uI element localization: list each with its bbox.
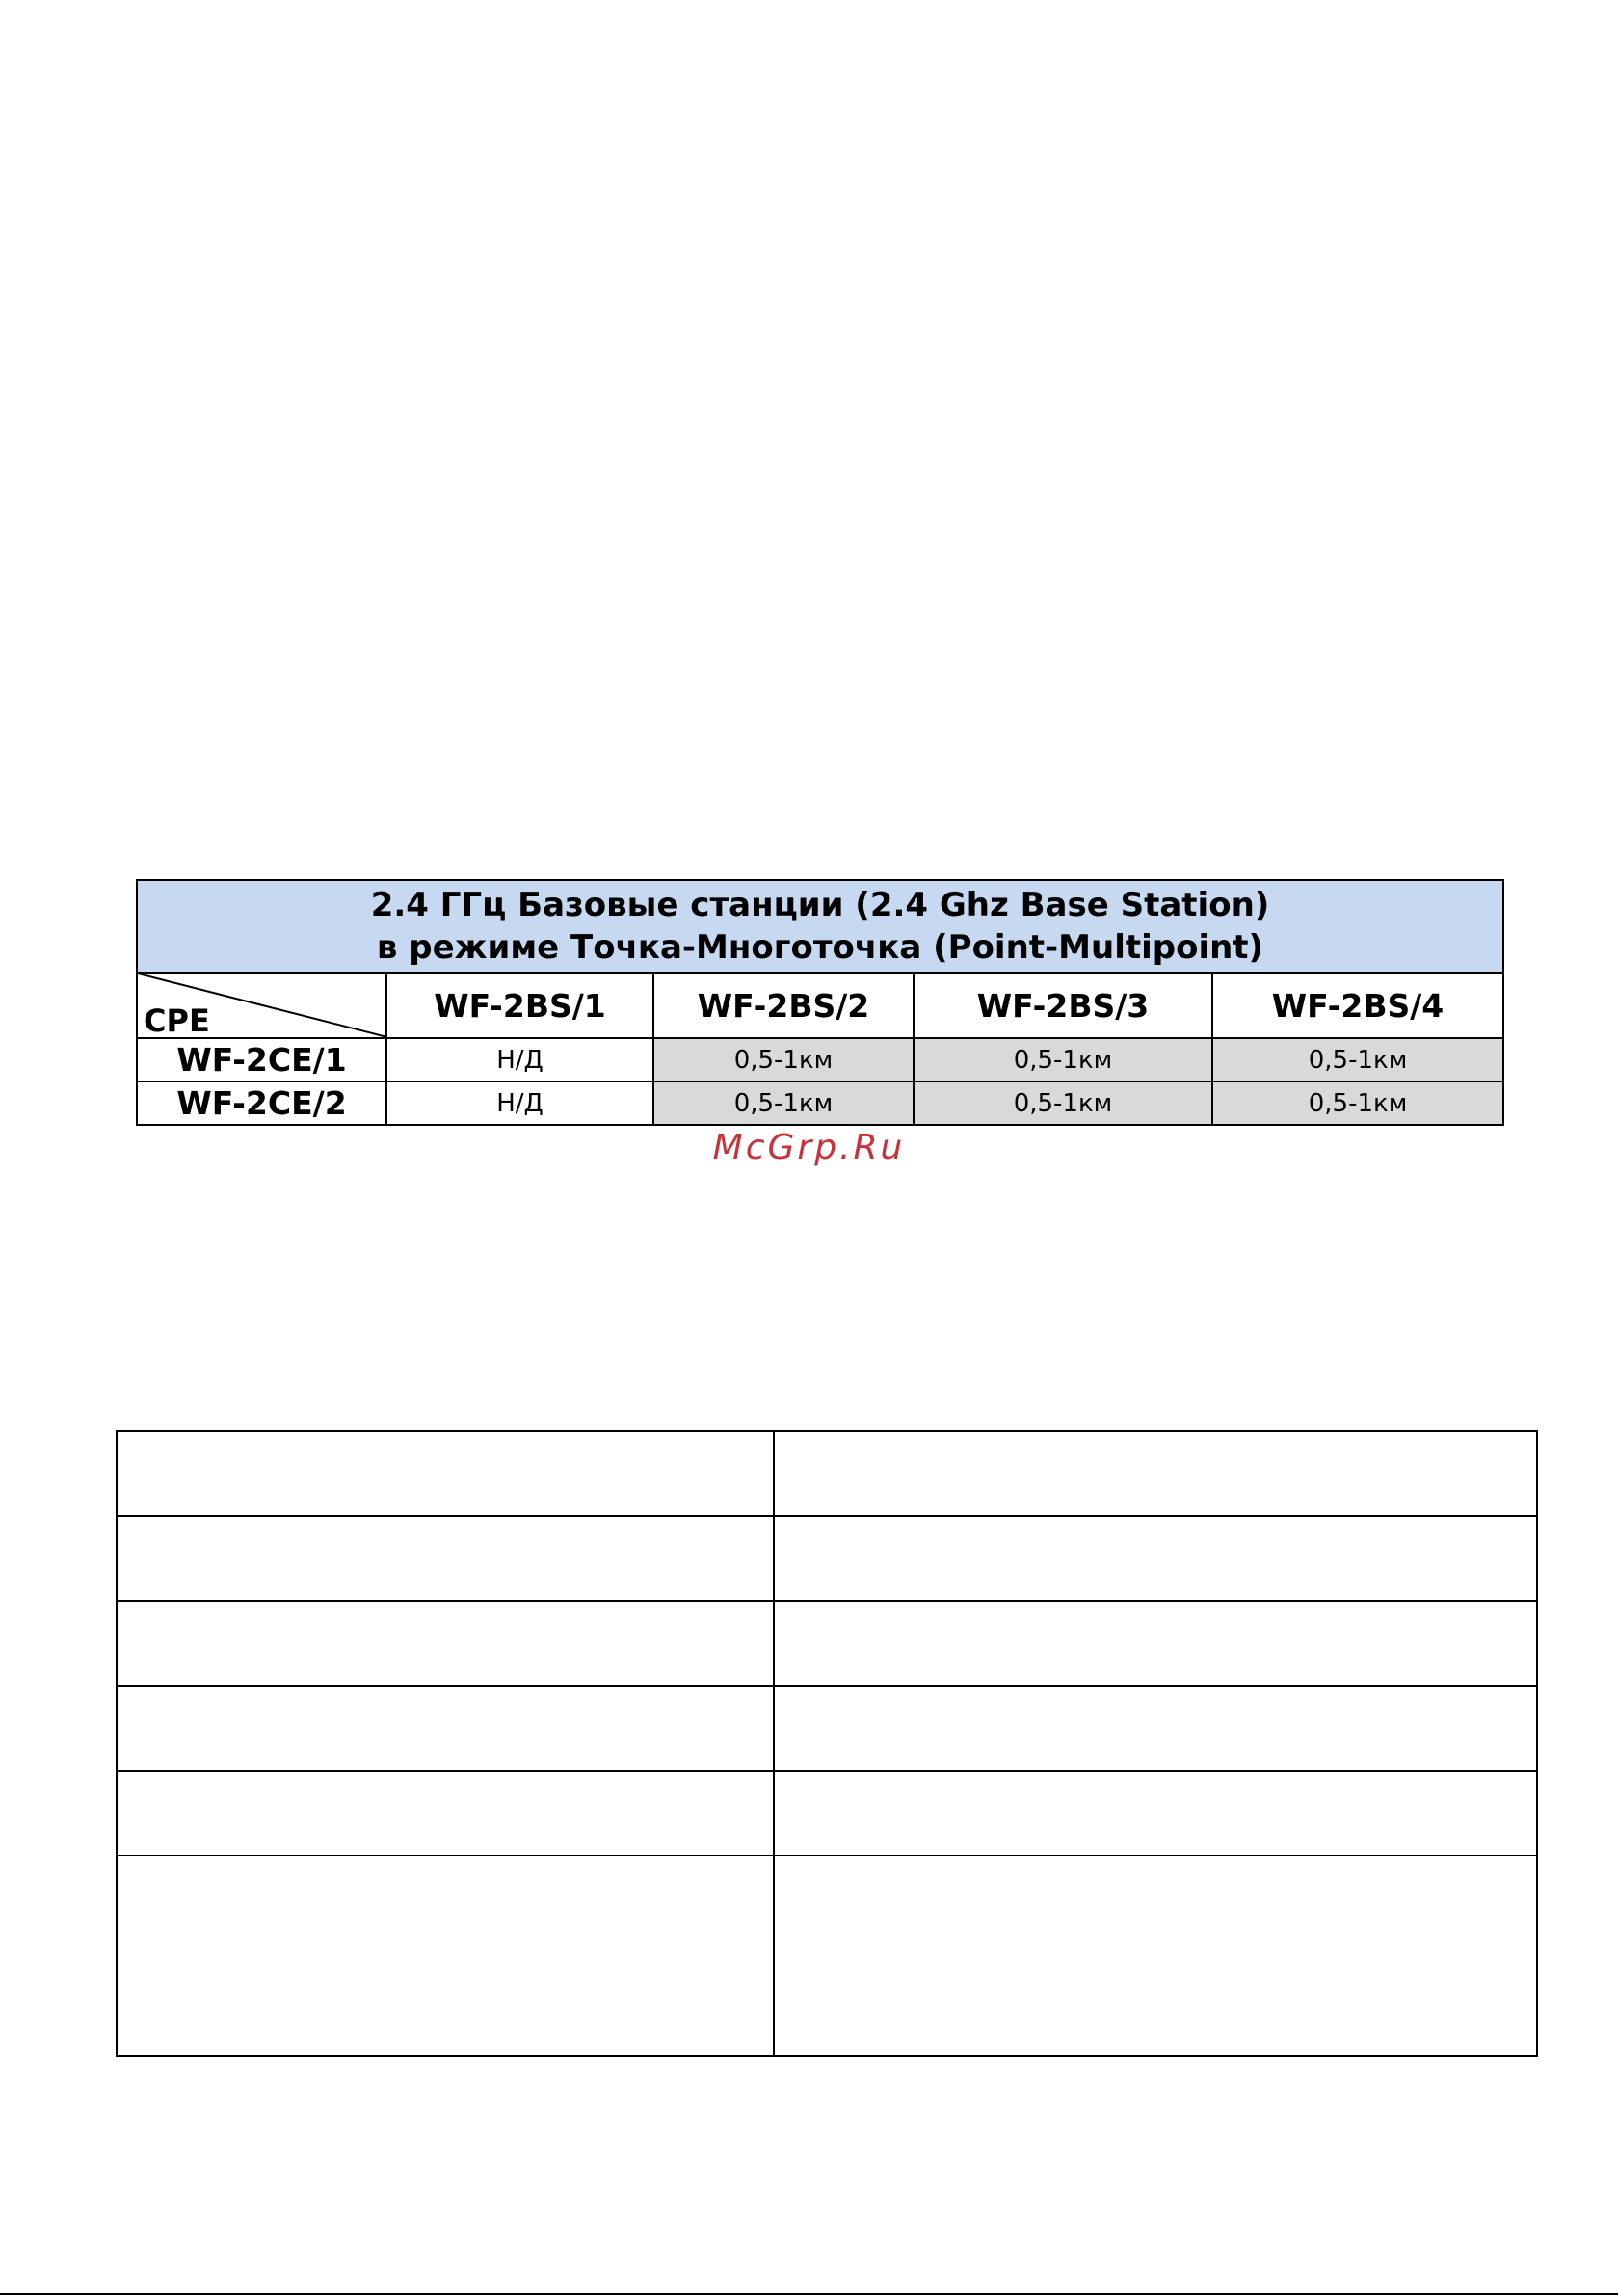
row-header-wf-2ce-1: WF-2CE/1 (137, 1038, 386, 1081)
table-row (117, 1431, 1537, 1516)
table-row (137, 1081, 1503, 1125)
table-cell (117, 1771, 774, 1855)
footer-divider (0, 2293, 1618, 2295)
table-cell (117, 1516, 774, 1601)
compatibility-table (136, 879, 1504, 1126)
table-cell: Н/Д (386, 1081, 653, 1125)
column-header-wf-2bs-4: WF-2BS/4 (1212, 973, 1503, 1038)
table-cell (774, 1516, 1537, 1601)
table-title-line-2: в режиме Точка-Многоточка (Point-Multipoint) (376, 928, 1264, 967)
table-cell (117, 1686, 774, 1771)
column-header-wf-2bs-1: WF-2BS/1 (386, 973, 653, 1038)
table-row (117, 1771, 1537, 1855)
table-title-row (137, 880, 1503, 973)
watermark-text: McGrp.Ru (712, 1128, 906, 1167)
table-row (117, 1516, 1537, 1601)
table-cell: Н/Д (386, 1038, 653, 1081)
table-row (117, 1601, 1537, 1686)
table-cell (774, 1601, 1537, 1686)
table-cell (117, 1601, 774, 1686)
table-cell (774, 1686, 1537, 1771)
corner-header-cell (137, 973, 386, 1038)
corner-label-cpe: CPE (144, 1002, 210, 1038)
empty-grid-table (116, 1430, 1538, 2057)
table-row (117, 1855, 1537, 2056)
table-cell: 0,5-1км (914, 1081, 1212, 1125)
row-header-wf-2ce-2: WF-2CE/2 (137, 1081, 386, 1125)
table-cell: 0,5-1км (914, 1038, 1212, 1081)
table-cell (774, 1855, 1537, 2056)
table-title (137, 880, 1503, 973)
table-cell (774, 1431, 1537, 1516)
table-row (137, 1038, 1503, 1081)
table-cell: 0,5-1км (653, 1038, 914, 1081)
table-cell: 0,5-1км (653, 1081, 914, 1125)
column-header-wf-2bs-2: WF-2BS/2 (653, 973, 914, 1038)
table-cell: 0,5-1км (1212, 1081, 1503, 1125)
table-cell: 0,5-1км (1212, 1038, 1503, 1081)
column-header-wf-2bs-3: WF-2BS/3 (914, 973, 1212, 1038)
column-header-row (137, 973, 1503, 1038)
table-cell (117, 1855, 774, 2056)
table-title-line-1: 2.4 ГГц Базовые станции (2.4 Ghz Base Station) (370, 886, 1270, 924)
table-cell (117, 1431, 774, 1516)
table-row (117, 1686, 1537, 1771)
table-cell (774, 1771, 1537, 1855)
